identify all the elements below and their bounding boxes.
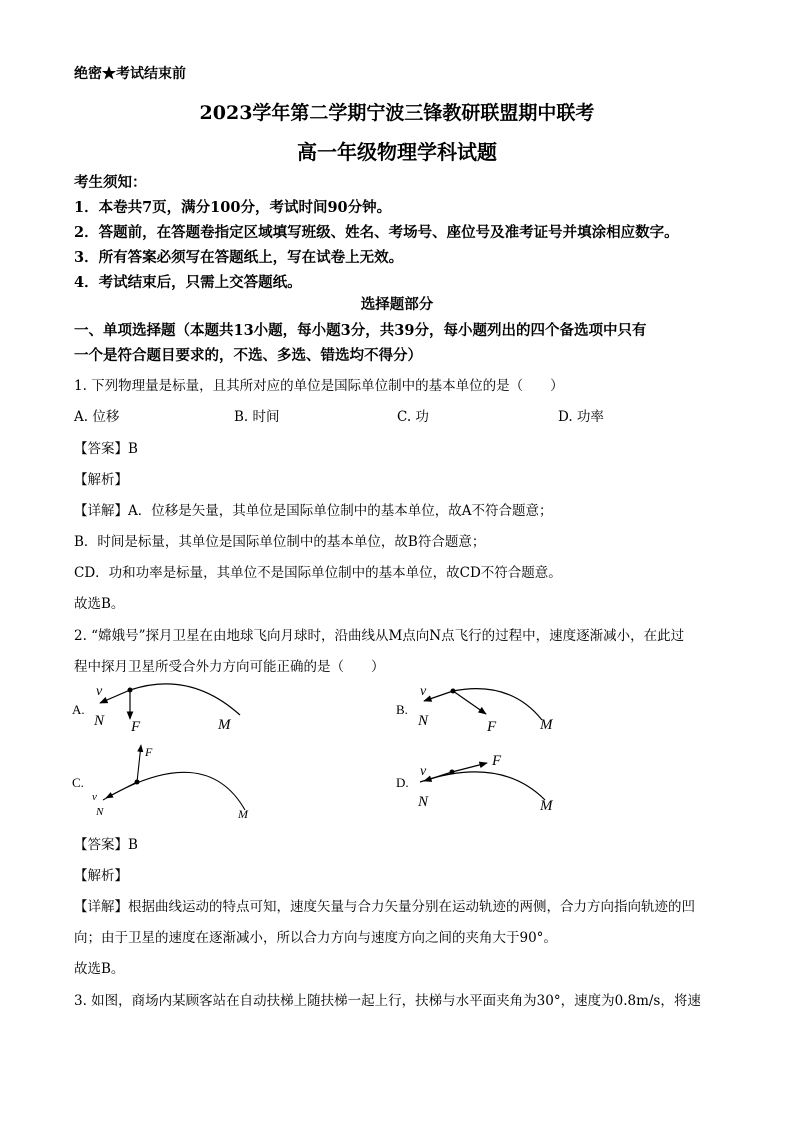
q2-stem-line1: 2. “嫦娥号”探月卫星在由地球飞向月球时，沿曲线从M点向N点飞行的过程中，速度逐渐减小，在此过 [74,628,685,644]
label-m: M [540,798,553,814]
label-f: F [145,745,153,759]
force-arrow [452,763,487,772]
trajectory-curve [453,689,542,720]
velocity-arrow [424,772,452,781]
label-m: M [540,717,553,733]
label-n: N [418,794,429,810]
velocity-arrow [106,782,137,798]
q2-answer: 【答案】B [74,837,138,853]
label-m: M [238,807,248,821]
notice-item: 4．考试结束后，只需上交答题纸。 [74,274,302,291]
q1-option-b: B. 时间 [234,409,280,425]
label-v: v [420,684,427,699]
force-arrow [453,691,486,714]
notice-item: 3．所有答案必须写在答题纸上，写在试卷上无效。 [74,249,404,266]
q2-option-c-label: C. [72,775,84,790]
velocity-arrow [100,690,130,703]
q2-conclusion: 故选B。 [74,961,125,977]
exam-title: 2023学年第二学期宁波三锋教研联盟期中联考 [199,102,595,124]
label-n: N [418,713,429,729]
label-f: F [487,719,497,735]
label-n: N [94,713,105,729]
q1-option-a: A. 位移 [74,409,120,425]
q2-option-b-label: B. [396,702,408,717]
trajectory-curve [130,684,240,715]
q2-detail-line2: 向；由于卫星的速度在逐渐减小，所以合力方向与速度方向之间的夹角大于90°。 [74,930,557,946]
velocity-arrow [424,691,453,701]
label-v: v [96,684,103,699]
q3-stem: 3. 如图，商场内某顾客站在自动扶梯上随扶梯一起上行，扶梯与水平面夹角为30°，速度为0.8m/s，将速 [74,993,701,1009]
q1-conclusion: 故选B。 [74,596,125,612]
part-heading-line2: 一个是符合题目要求的，不选、多选、错选均不得分） [74,347,422,364]
exam-subtitle: 高一年级物理学科试题 [297,140,497,164]
q2-analysis: 【解析】 [74,868,128,884]
q1-stem: 1. 下列物理量是标量，且其所对应的单位是国际单位制中的基本单位的是（ ） [74,378,564,394]
part-heading-line1: 一、单项选择题（本题共13小题，每小题3分，共39分，每小题列出的四个备选项中只有 [74,322,647,339]
q2-option-a-label: A. [72,702,85,717]
label-n: N [96,806,104,818]
notice-item: 1．本卷共7页，满分100分，考试时间90分钟。 [74,199,392,216]
q1-option-d: D. 功率 [558,409,604,425]
trajectory-curve [103,772,245,810]
label-m: M [218,717,231,733]
label-v: v [92,791,97,803]
q2-detail-line1: 【详解】根据曲线运动的特点可知，速度矢量与合力矢量分别在运动轨迹的两侧，合力方向指向轨迹的凹 [74,899,695,915]
notice-item: 2．答题前，在答题卷指定区域填写班级、姓名、考场号、座位号及准考证号并填涂相应数字。 [74,224,679,241]
confidential-mark: 绝密★考试结束前 [74,66,186,82]
force-arrow [137,745,141,782]
label-f: F [492,753,502,769]
q1-detail: CD．功和功率是标量，其单位不是国际单位制中的基本单位，故CD不符合题意。 [74,565,562,581]
q1-detail: B．时间是标量，其单位是国际单位制中的基本单位，故B符合题意； [74,534,486,550]
q1-detail: 【详解】A．位移是矢量，其单位是国际单位制中的基本单位，故A不符合题意； [74,503,553,519]
q2-stem-line2: 程中探月卫星所受合外力方向可能正确的是（ ） [74,659,385,675]
notice-heading: 考生须知： [74,174,147,191]
label-v: v [420,764,427,779]
label-f: F [131,719,141,735]
q1-answer: 【答案】B [74,441,138,457]
q2-option-d-label: D. [396,775,409,790]
q1-analysis: 【解析】 [74,472,128,488]
section-title: 选择题部分 [360,296,434,313]
q1-option-c: C. 功 [397,409,429,425]
